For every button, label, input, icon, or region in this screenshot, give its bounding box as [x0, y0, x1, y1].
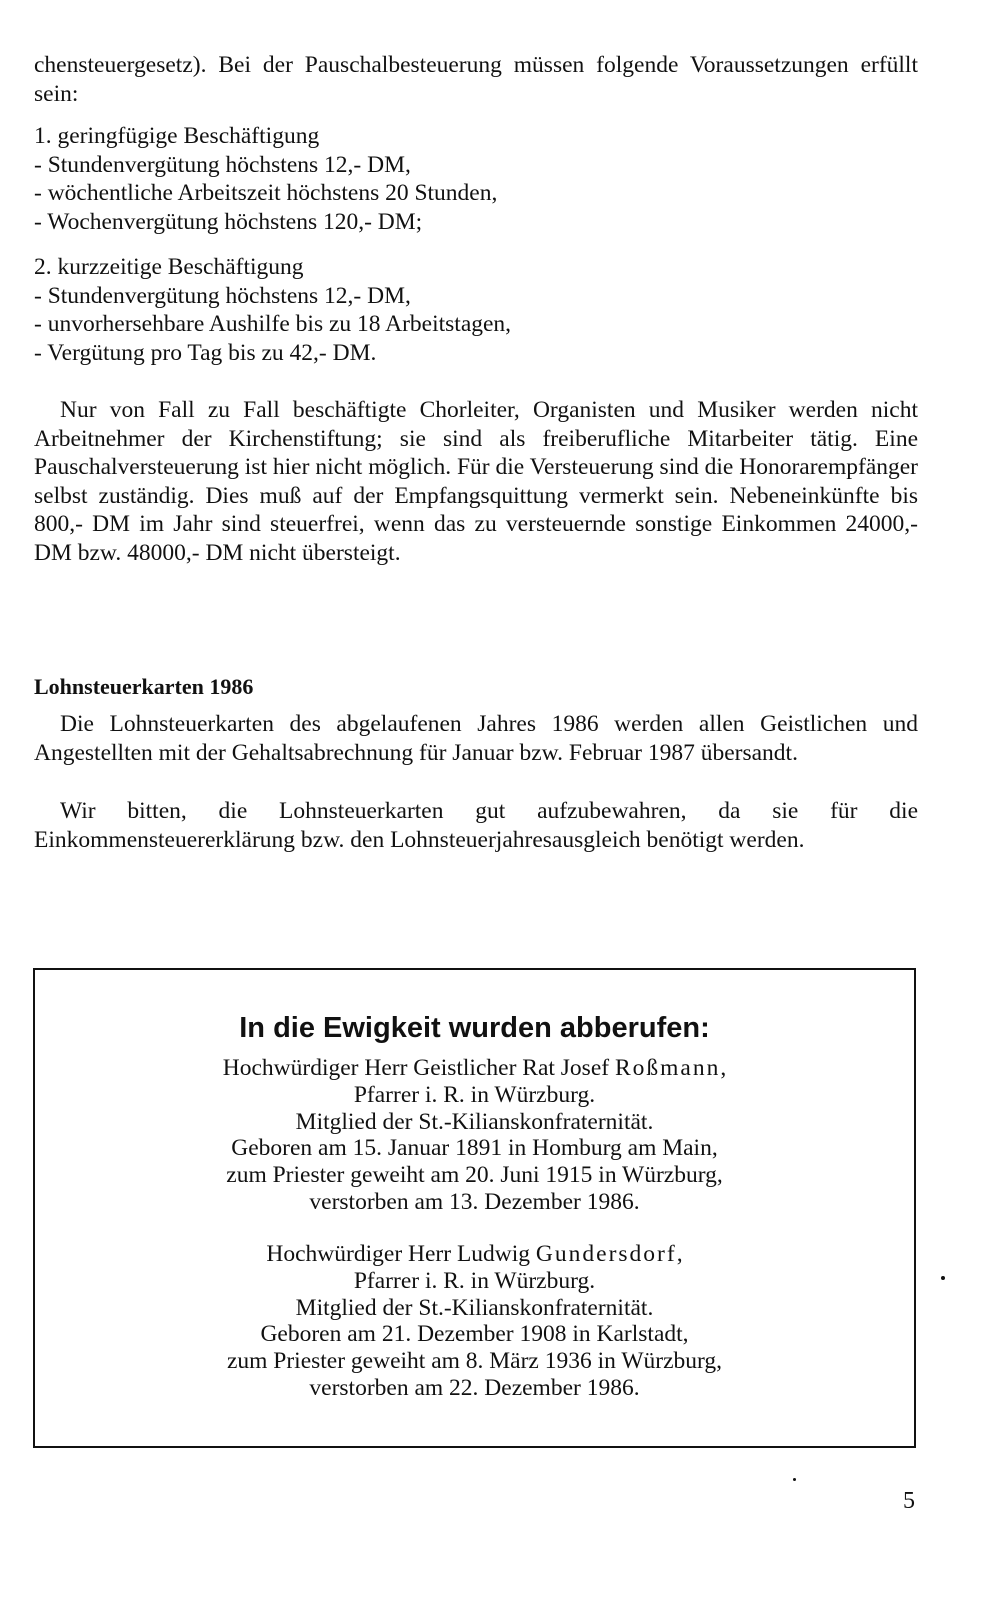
obituary-entry-rossmann: [35, 1055, 914, 1216]
obituary-line: zum Priester geweiht am 20. Juni 1915 in Würzburg,: [226, 1162, 723, 1189]
list-item: - Stundenvergütung höchstens 12,- DM,: [34, 282, 411, 309]
obituary-title: In die Ewigkeit wurden abberufen:: [239, 1012, 710, 1044]
obituary-line: Pfarrer i. R. in Würzburg.: [353, 1267, 596, 1294]
obituary-line: Geboren am 21. Dezember 1908 in Karlstadt,: [260, 1321, 689, 1348]
list-heading: 1. geringfügige Beschäftigung: [34, 123, 320, 149]
obituary-line: Geboren am 15. Januar 1891 in Homburg am Main,: [231, 1135, 718, 1162]
paragraph-musiker: Nur von Fall zu Fall beschäftigte Chorleiter, Organisten und Musiker werden nicht Arbeitnehmer der Kirchenstiftung; sie sind als freiberufliche Mitarbeiter tätig. Eine Pauschalversteuerung ist hier nicht möglich. Für die Versteuerung sind die Honorarempfänger selbst zuständig. Dies muß auf der Empfangsquittung vermerkt sein. Nebeneinkünfte bis 800,- DM im Jahr sind steuerfrei, wenn das zu versteuernde sonstige Einkommen 24000,- DM bzw. 48000,- DM nicht übersteigt.: [34, 397, 918, 566]
paragraph-lohnsteuerkarten-aufbewahren: Wir bitten, die Lohnsteuerkarten gut aufzubewahren, da sie für die Einkommensteuererklärung bzw. den Lohnsteuerjahresausgleich benötigt werden.: [34, 798, 918, 853]
list-kurzzeitige-beschaeftigung: [34, 253, 918, 367]
obituary-box: [33, 968, 916, 1448]
obituary-line: zum Priester geweiht am 8. März 1936 in Würzburg,: [226, 1348, 723, 1375]
obituary-name: Hochwürdiger Herr Ludwig Gundersdorf,: [266, 1241, 683, 1267]
obituary-line: verstorben am 13. Dezember 1986.: [309, 1188, 640, 1215]
obituary-surname: Roßmann: [614, 1055, 721, 1081]
list-geringfuegige-beschaeftigung: [34, 122, 918, 236]
print-speck: [793, 1478, 796, 1481]
print-speck: [941, 1276, 945, 1280]
list-item: - Vergütung pro Tag bis zu 42,- DM.: [34, 339, 377, 366]
list-item: - wöchentliche Arbeitszeit höchstens 20 Stunden,: [34, 180, 498, 207]
page-number: 5: [903, 1488, 915, 1514]
list-item: - Wochenvergütung höchstens 120,- DM;: [34, 208, 423, 235]
list-heading: 2. kurzzeitige Beschäftigung: [34, 254, 304, 280]
obituary-line: verstorben am 22. Dezember 1986.: [309, 1374, 640, 1401]
list-item: - unvorhersehbare Aushilfe bis zu 18 Arbeitstagen,: [34, 311, 512, 338]
obituary-line: Mitglied der St.-Kilianskonfraternität.: [295, 1294, 654, 1321]
obituary-entry-gundersdorf: [35, 1241, 914, 1402]
obituary-name: Hochwürdiger Herr Geistlicher Rat Josef Roßmann,: [222, 1055, 727, 1081]
paragraph-pauschalbesteuerung: chensteuergesetz). Bei der Pauschalbesteuerung müssen folgende Voraussetzungen erfüllt sein:: [34, 52, 918, 107]
paragraph-lohnsteuerkarten-versand: Die Lohnsteuerkarten des abgelaufenen Jahres 1986 werden allen Geistlichen und Angestellten mit der Gehaltsabrechnung für Januar bzw. Februar 1987 übersandt.: [34, 711, 918, 766]
obituary-line: Mitglied der St.-Kilianskonfraternität.: [295, 1108, 654, 1135]
section-heading-lohnsteuerkarten: Lohnsteuerkarten 1986: [34, 674, 254, 699]
list-item: - Stundenvergütung höchstens 12,- DM,: [34, 151, 411, 178]
obituary-surname: Gundersdorf: [535, 1241, 677, 1267]
obituary-line: Pfarrer i. R. in Würzburg.: [353, 1081, 596, 1108]
